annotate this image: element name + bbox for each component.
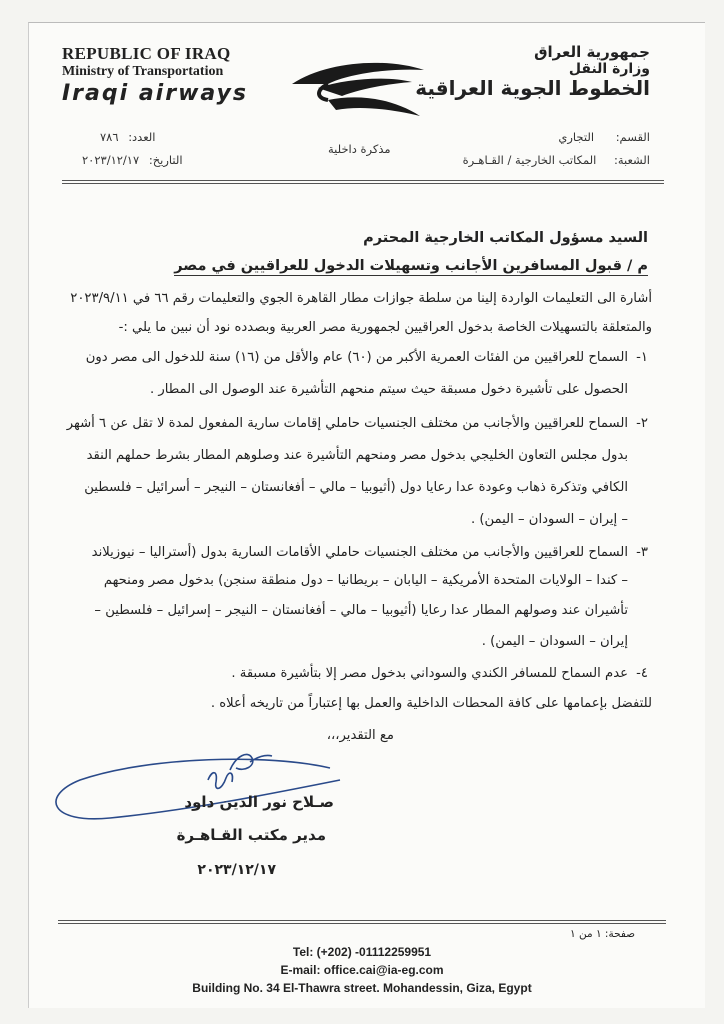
- footer-divider: [58, 920, 666, 921]
- section-value: التجاري: [558, 130, 595, 144]
- intro-line-2: والمتعلقة بالتسهيلات الخاصة بدخول العراقيين لجمهورية مصر العربية وبصدده نود أن نبين ما يلي :-: [118, 320, 652, 335]
- item-3-line-2: – كندا – الولايات المتحدة الأمريكية – اليابان – بريطانيا – دول منطقة سنجن) بدخول مصر ومنحهم: [103, 573, 628, 588]
- airline-wordmark: Iraqi airways: [62, 80, 248, 106]
- item-2-line-4: – إيران – السودان – اليمن) .: [470, 512, 628, 527]
- addressee: السيد مسؤول المكاتب الخارجية المحترم: [363, 230, 648, 246]
- ministry-title-ar: وزارة النقل: [568, 61, 650, 78]
- header-divider-double: [62, 183, 664, 184]
- item-1-line-1: السماح للعراقيين من الفئات العمرية الأكبر من (٦٠) عام والأقل من (١٦) سنة للدخول الى مصر دون: [85, 350, 628, 365]
- header-arabic: [415, 44, 650, 100]
- item-3-number: ٣-: [636, 545, 648, 560]
- item-2-line-1: السماح للعراقيين والأجانب من مختلف الجنسيات حاملي إقامات سارية المفعول لمدة لا تقل عن ٦ أشهر: [66, 416, 628, 431]
- footer-address: Building No. 34 El-Thawra street. Mohandessin, Giza, Egypt: [192, 981, 532, 995]
- republic-title-ar: جمهورية العراق: [534, 43, 650, 61]
- section-label: القسم:: [615, 130, 650, 144]
- iraqi-airways-logo: [288, 54, 428, 124]
- item-3-line-1: السماح للعراقيين والأجانب من مختلف الجنسيات حاملي الأقامات السارية بدول (أستراليا – نيوزيلاند: [91, 545, 628, 560]
- item-2-line-3: الكافي وتذكرة ذهاب وعودة عدا رعايا دول (أثيوبيا – مالي – أفغانستان – النيجر – أسرائيل – فلسطين: [84, 480, 628, 495]
- page-number: صفحة: ١ من ١: [570, 928, 636, 940]
- item-4-line-1: عدم السماح للمسافر الكندي والسوداني بدخول مصر إلا بتأشيرة مسبقة .: [231, 666, 628, 681]
- closing-regards: مع التقدير،،،: [326, 728, 394, 743]
- number-field: [100, 130, 155, 144]
- item-1-line-2: الحصول على تأشيرة دخول مسبقة حيث سيتم منحهم التأشيرة عند الوصول الى المطار .: [149, 382, 628, 397]
- item-1-number: ١-: [636, 350, 648, 365]
- number-label: العدد:: [128, 130, 156, 144]
- branch-label: الشعبة:: [613, 153, 650, 167]
- section-field: [558, 130, 650, 144]
- branch-value: المكاتب الخارجية / القـاهـرة: [462, 153, 597, 167]
- branch-field: [463, 153, 650, 167]
- signatory-name: صـلاح نور الدين داود: [184, 793, 334, 811]
- signature-date: ٢٠٢٣/١٢/١٧: [197, 862, 276, 878]
- date-value: ٢٠٢٣/١٢/١٧: [82, 153, 140, 167]
- closing-instruction: للتفضل بإعمامها على كافة المحطات الداخلية والعمل بها إعتباراً من تاريخه أعلاه .: [210, 696, 652, 711]
- number-value: ٧٨٦: [100, 130, 119, 144]
- ministry-title: Ministry of Transportation: [62, 63, 224, 79]
- signatory-title: مدير مكتب القـاهـرة: [176, 826, 326, 844]
- intro-line-1: أشارة الى التعليمات الواردة إلينا من سلطة جوازات مطار القاهرة الجوي والتعليمات رقم ٦٦ في ٢٠٢٣/٩/١١: [70, 291, 652, 306]
- republic-title: REPUBLIC OF IRAQ: [62, 44, 231, 63]
- item-2-number: ٢-: [636, 416, 648, 431]
- airline-wordmark-ar: الخطوط الجوية العراقية: [415, 76, 650, 101]
- header-divider: [62, 180, 664, 181]
- date-label: التاريخ:: [148, 153, 183, 167]
- memo-type: مذكرة داخلية: [328, 142, 391, 156]
- footer-phone: Tel: (+202) -01112259951: [292, 945, 432, 959]
- footer-email: E-mail: office.cai@ia-eg.com: [280, 963, 444, 977]
- subject-line: م / قبول المسافرين الأجانب وتسهيلات الدخول للعراقيين في مصر: [174, 258, 648, 274]
- date-field: [82, 153, 183, 167]
- item-2-line-2: بدول مجلس التعاون الخليجي بدخول مصر ومنحهم التأشيرة عند وصلوهم المطار بشرط حملهم النقد: [86, 448, 628, 463]
- item-3-line-4: إيران – السودان – اليمن) .: [481, 634, 628, 649]
- footer-divider-double: [58, 923, 666, 924]
- item-3-line-3: تأشيران عند وصولهم المطار عدا رعايا (أثيوبيا – مالي – أفغانستان – النيجر – إسرائيل – فلسطين –: [94, 603, 628, 618]
- header-english: [62, 44, 248, 106]
- item-4-number: ٤-: [636, 666, 648, 681]
- handwritten-signature: [40, 740, 360, 830]
